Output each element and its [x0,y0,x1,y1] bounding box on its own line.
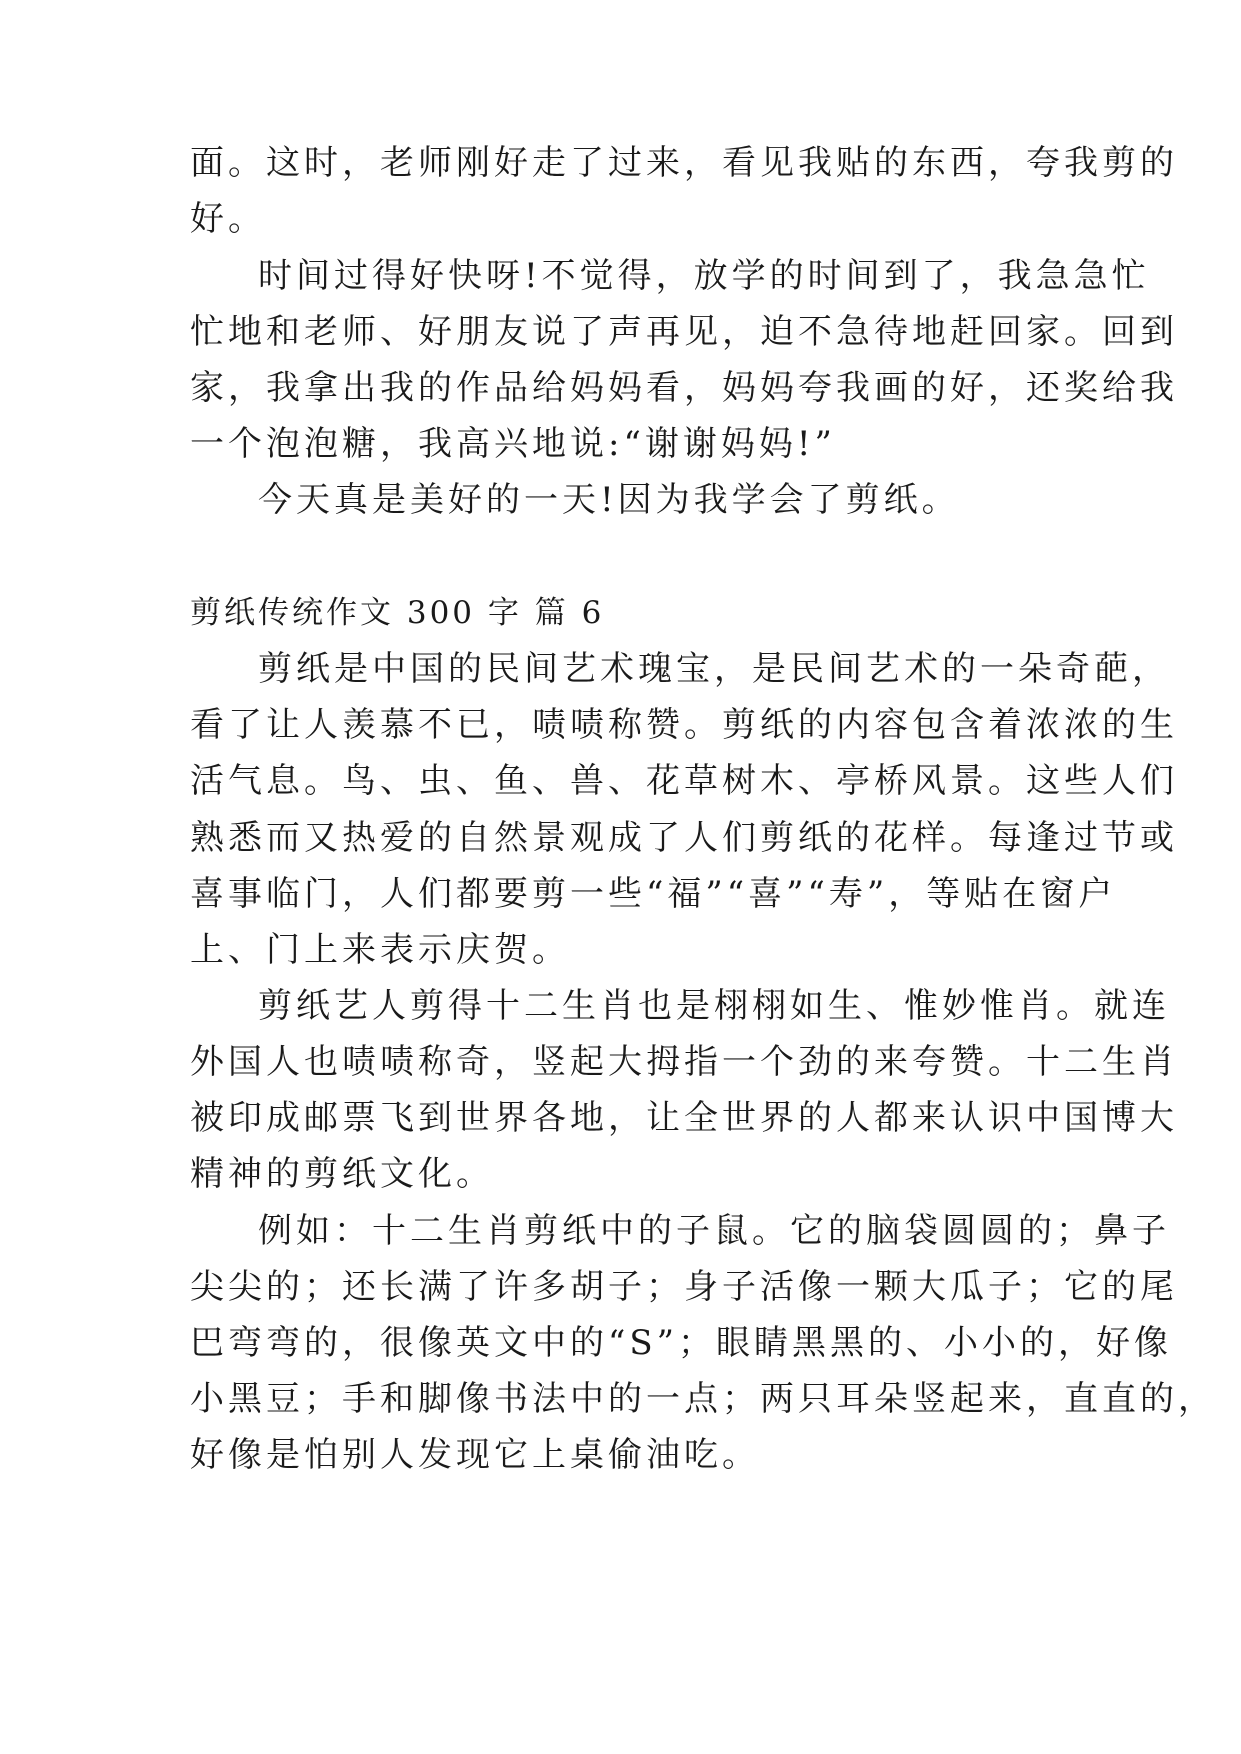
paragraph-line: 上、门上来表示庆贺。 [190,930,570,970]
paragraph-line: 时间过得好快呀!不觉得，放学的时间到了，我急急忙 [258,256,1150,296]
section-heading: 剪纸传统作文 300 字 篇 6 [190,595,605,631]
paragraph-line: 今天真是美好的一天!因为我学会了剪纸。 [258,480,960,520]
paragraph-line: 熟悉而又热爱的自然景观成了人们剪纸的花样。每逢过节或 [190,818,1178,858]
paragraph-line: 家，我拿出我的作品给妈妈看，妈妈夸我画的好，还奖给我 [190,368,1178,408]
paragraph-line: 好。 [190,199,266,239]
paragraph-line: 喜事临门，人们都要剪一些“福”“喜”“寿”，等贴在窗户 [190,874,1117,914]
paragraph-line: 好像是怕别人发现它上桌偷油吃。 [190,1435,760,1475]
paragraph-line: 精神的剪纸文化。 [190,1154,494,1194]
paragraph-line: 小黑豆；手和脚像书法中的一点；两只耳朵竖起来，直直的， [190,1379,1216,1419]
paragraph-line: 面。这时，老师刚好走了过来，看见我贴的东西，夸我剪的 [190,143,1178,183]
paragraph-line: 例如：十二生肖剪纸中的子鼠。它的脑袋圆圆的；鼻子 [258,1211,1170,1251]
paragraph-line: 一个泡泡糖，我高兴地说:“谢谢妈妈!” [190,424,836,464]
paragraph-line: 被印成邮票飞到世界各地，让全世界的人都来认识中国博大 [190,1098,1178,1138]
paragraph-line: 忙地和老师、好朋友说了声再见，迫不急待地赶回家。回到 [190,312,1178,352]
paragraph-line: 剪纸是中国的民间艺术瑰宝，是民间艺术的一朵奇葩， [258,649,1170,689]
paragraph-line: 活气息。鸟、虫、鱼、兽、花草树木、亭桥风景。这些人们 [190,761,1178,801]
paragraph-line: 巴弯弯的，很像英文中的“S”；眼睛黑黑的、小小的，好像 [190,1323,1173,1363]
paragraph-line: 外国人也啧啧称奇，竖起大拇指一个劲的来夸赞。十二生肖 [190,1042,1178,1082]
paragraph-line: 尖尖的；还长满了许多胡子；身子活像一颗大瓜子；它的尾 [190,1267,1178,1307]
paragraph-line: 剪纸艺人剪得十二生肖也是栩栩如生、惟妙惟肖。就连 [258,986,1170,1026]
paragraph-line: 看了让人羡慕不已，啧啧称赞。剪纸的内容包含着浓浓的生 [190,705,1178,745]
